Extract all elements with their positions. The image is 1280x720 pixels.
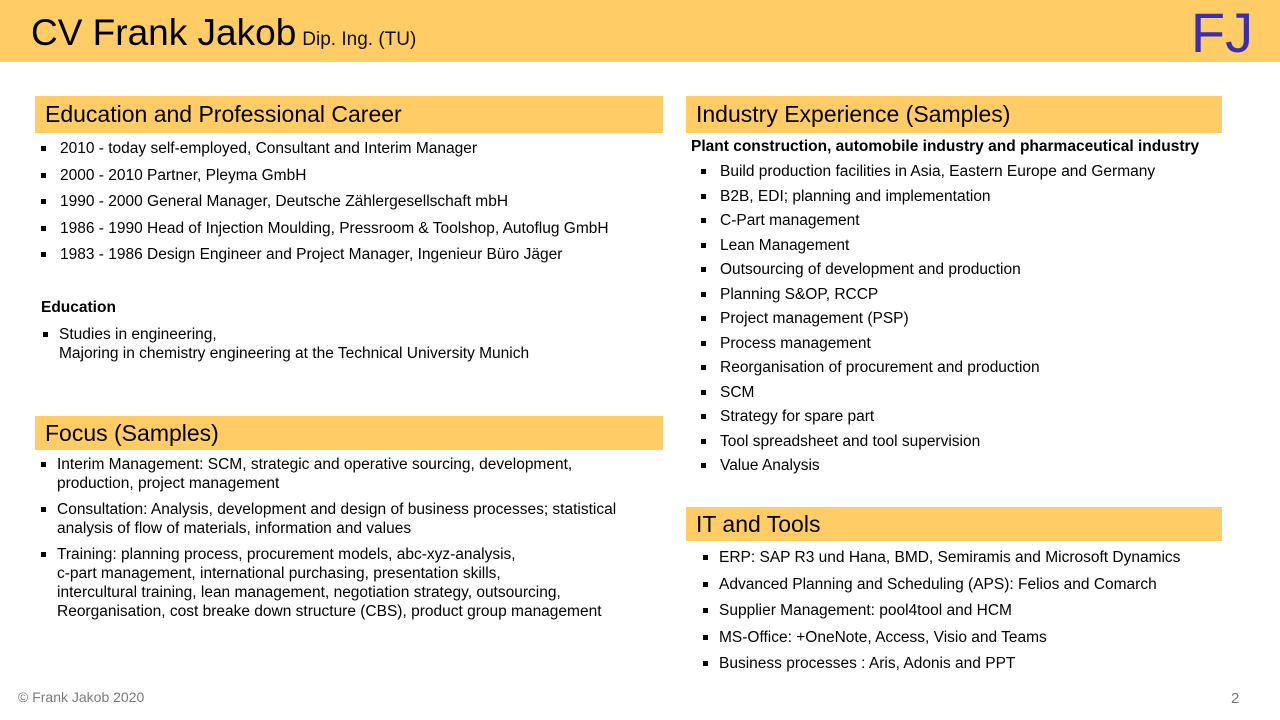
industry-subtitle: Plant construction, automobile industry and pharmaceutical industry bbox=[691, 138, 1200, 155]
education-item: Studies in engineering, Majoring in chemistry engineering at the Technical University Munich bbox=[37, 325, 677, 363]
page-title bbox=[31, 12, 416, 54]
industry-item: Process management bbox=[695, 334, 1255, 353]
education-heading: Education bbox=[41, 299, 116, 316]
industry-item: Lean Management bbox=[695, 236, 1255, 255]
industry-item: Reorganisation of procurement and production bbox=[695, 358, 1255, 377]
industry-list bbox=[695, 162, 1255, 475]
copyright: © Frank Jakob 2020 bbox=[18, 689, 145, 705]
industry-item: Build production facilities in Asia, Eastern Europe and Germany bbox=[695, 162, 1255, 181]
career-list bbox=[35, 139, 675, 264]
industry-item: Value Analysis bbox=[695, 456, 1255, 475]
it-tools-item: Advanced Planning and Scheduling (APS): Felios and Comarch bbox=[697, 575, 1257, 594]
logo-text: FJ bbox=[1190, 1, 1254, 64]
section-industry-title: Industry Experience (Samples) bbox=[686, 96, 1222, 133]
header-bar bbox=[0, 0, 1280, 62]
it-tools-item: ERP: SAP R3 und Hana, BMD, Semiramis and Microsoft Dynamics bbox=[697, 548, 1257, 567]
industry-item: B2B, EDI; planning and implementation bbox=[695, 187, 1255, 206]
industry-item: C-Part management bbox=[695, 211, 1255, 230]
industry-item: Project management (PSP) bbox=[695, 309, 1255, 328]
industry-item: Outsourcing of development and production bbox=[695, 260, 1255, 279]
section-focus-title: Focus (Samples) bbox=[35, 416, 663, 450]
focus-item: Training: planning process, procurement models, abc-xyz-analysis, c-part management, international purchasing, presentation skills, intercultural training, lean management, negotiation strategy, outsourcing, Reorganisation, cost breake down structure (CBS), product group management bbox=[35, 545, 675, 621]
education-list bbox=[37, 325, 677, 363]
industry-item: SCM bbox=[695, 383, 1255, 402]
focus-item: Consultation: Analysis, development and design of business processes; statistical analysis of flow of materials, information and values bbox=[35, 500, 675, 538]
it-tools-item: MS-Office: +OneNote, Access, Visio and Teams bbox=[697, 628, 1257, 647]
industry-item: Strategy for spare part bbox=[695, 407, 1255, 426]
industry-item: Planning S&OP, RCCP bbox=[695, 285, 1255, 304]
it-tools-item: Supplier Management: pool4tool and HCM bbox=[697, 601, 1257, 620]
career-item: 1990 - 2000 General Manager, Deutsche Zählergesellschaft mbH bbox=[35, 192, 675, 211]
career-item: 2010 - today self-employed, Consultant and Interim Manager bbox=[35, 139, 675, 158]
it-tools-item: Business processes : Aris, Adonis and PPT bbox=[697, 654, 1257, 673]
page-number: 2 bbox=[1231, 690, 1240, 707]
industry-item: Tool spreadsheet and tool supervision bbox=[695, 432, 1255, 451]
career-item: 1986 - 1990 Head of Injection Moulding, Pressroom & Toolshop, Autoflug GmbH bbox=[35, 219, 675, 238]
it-tools-list bbox=[697, 548, 1257, 673]
title-degree: Dip. Ing. (TU) bbox=[302, 29, 417, 50]
title-name: CV Frank Jakob bbox=[31, 12, 297, 53]
fj-logo bbox=[1190, 1, 1254, 64]
section-education-career-title: Education and Professional Career bbox=[35, 96, 663, 133]
section-it-tools-title: IT and Tools bbox=[686, 507, 1222, 541]
focus-list bbox=[35, 455, 675, 621]
focus-item: Interim Management: SCM, strategic and operative sourcing, development, production, project management bbox=[35, 455, 675, 493]
career-item: 1983 - 1986 Design Engineer and Project Manager, Ingenieur Büro Jäger bbox=[35, 245, 675, 264]
career-item: 2000 - 2010 Partner, Pleyma GmbH bbox=[35, 166, 675, 185]
